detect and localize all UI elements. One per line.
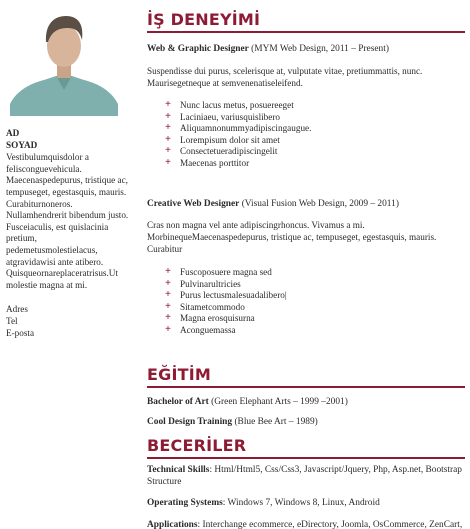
skill-label: Operating Systems: [147, 498, 223, 508]
job-2-summary: Cras non magna vel ante adipiscingrhoncus. Vivamus a mi. MorbinequeMaecenaspedepurus, tristique ac, tempuseget, egestasquis, mauris. Curabitur: [147, 220, 437, 254]
education-item: [147, 396, 465, 408]
skill-item: [147, 464, 465, 488]
first-name: AD: [6, 128, 20, 138]
skills-section: [147, 436, 465, 459]
list-item: + Purus lectusmalesuadalibero|: [165, 289, 287, 301]
job-2-meta: (Visual Fusion Web Design, 2009 – 2011): [241, 199, 399, 209]
profile-avatar: [10, 8, 118, 116]
list-item: + Fuscoposuere magna sed: [165, 266, 272, 277]
skill-item: [147, 497, 465, 509]
education-meta: (Green Elephant Arts – 1999 –2001): [211, 397, 348, 407]
skill-value: : Html/Html5, Css/Css3, Javascript/Jquery, Php, Asp.net, Bootstrap Structure: [147, 465, 462, 487]
job-2-heading: [147, 198, 465, 210]
education-item: [147, 416, 465, 428]
skill-value: : Windows 7, Windows 8, Linux, Android: [222, 498, 380, 508]
contact-address: Adres: [6, 304, 28, 315]
list-item: + Nunc lacus metus, posuereeget: [165, 99, 294, 110]
list-item: + Aliquamnonummyadipiscingaugue.: [165, 122, 312, 134]
education-degree: Bachelor of Art: [147, 397, 209, 407]
skills-title: BECERİLER: [147, 436, 247, 455]
skill-label: Technical Skills: [147, 465, 210, 475]
job-1-heading: [147, 43, 465, 55]
list-item: + Pulvinarultricies: [165, 277, 241, 289]
skills-divider: [147, 457, 465, 459]
education-title: EĞİTİM: [147, 365, 212, 384]
list-item: + Lorempisum dolor sit amet: [165, 133, 280, 145]
education-meta: (Blue Bee Art – 1989): [234, 417, 318, 427]
education-section: [147, 365, 465, 388]
experience-section: [147, 10, 465, 33]
job-1-role: Web & Graphic Designer: [147, 44, 249, 54]
job-1-meta: (MYM Web Design, 2011 – Present): [251, 44, 389, 54]
experience-title: İŞ DENEYİMİ: [147, 10, 261, 29]
job-2-bullets: [147, 267, 465, 337]
list-item: + Aconguemassa: [165, 323, 236, 335]
job-1-summary: Suspendisse dui purus, scelerisque at, vulputate vitae, pretiummattis, nunc. Maurisegetneque at semvenenatiseleifend.: [147, 66, 423, 88]
contact-phone: Tel: [6, 315, 18, 326]
list-item: + Laciniaeu, variusquislibero: [165, 110, 281, 122]
education-divider: [147, 386, 465, 388]
bio-text: Vestibulumquisdolor a felisconguevehicula. Maecenaspedepurus, tristique ac, tempuseget, egestasquis, mauris. Curabiturnoneros. Nullamhendrerit bibendum justo. Fusceiaculis, est quislacinia pretium, pedemetusmolestielacus, atgravidawisi ante atibero. Quisqueornareplaceratrisus.Ut molestie magna at mi.: [6, 152, 129, 290]
list-item: + Sitametcommodo: [165, 300, 245, 312]
skill-value: : Interchange ecommerce, eDirectory, Joomla, OsCommerce, ZenCart,: [197, 520, 463, 529]
job-2-role: Creative Web Designer: [147, 199, 240, 209]
skill-item: [147, 519, 470, 529]
sidebar: [6, 128, 130, 339]
last-name: SOYAD: [6, 139, 38, 150]
experience-divider: [147, 31, 465, 33]
skill-label: Applications: [147, 520, 198, 529]
contact-email: E-posta: [6, 327, 35, 338]
contact-list: [6, 304, 130, 339]
list-item: + Magna erosquisurna: [165, 312, 255, 324]
list-item: + Maecenas porttitor: [165, 156, 250, 168]
job-1-bullets: [147, 100, 465, 170]
education-degree: Cool Design Training: [147, 417, 233, 427]
list-item: + Consectetueradipiscingelit: [165, 145, 278, 157]
